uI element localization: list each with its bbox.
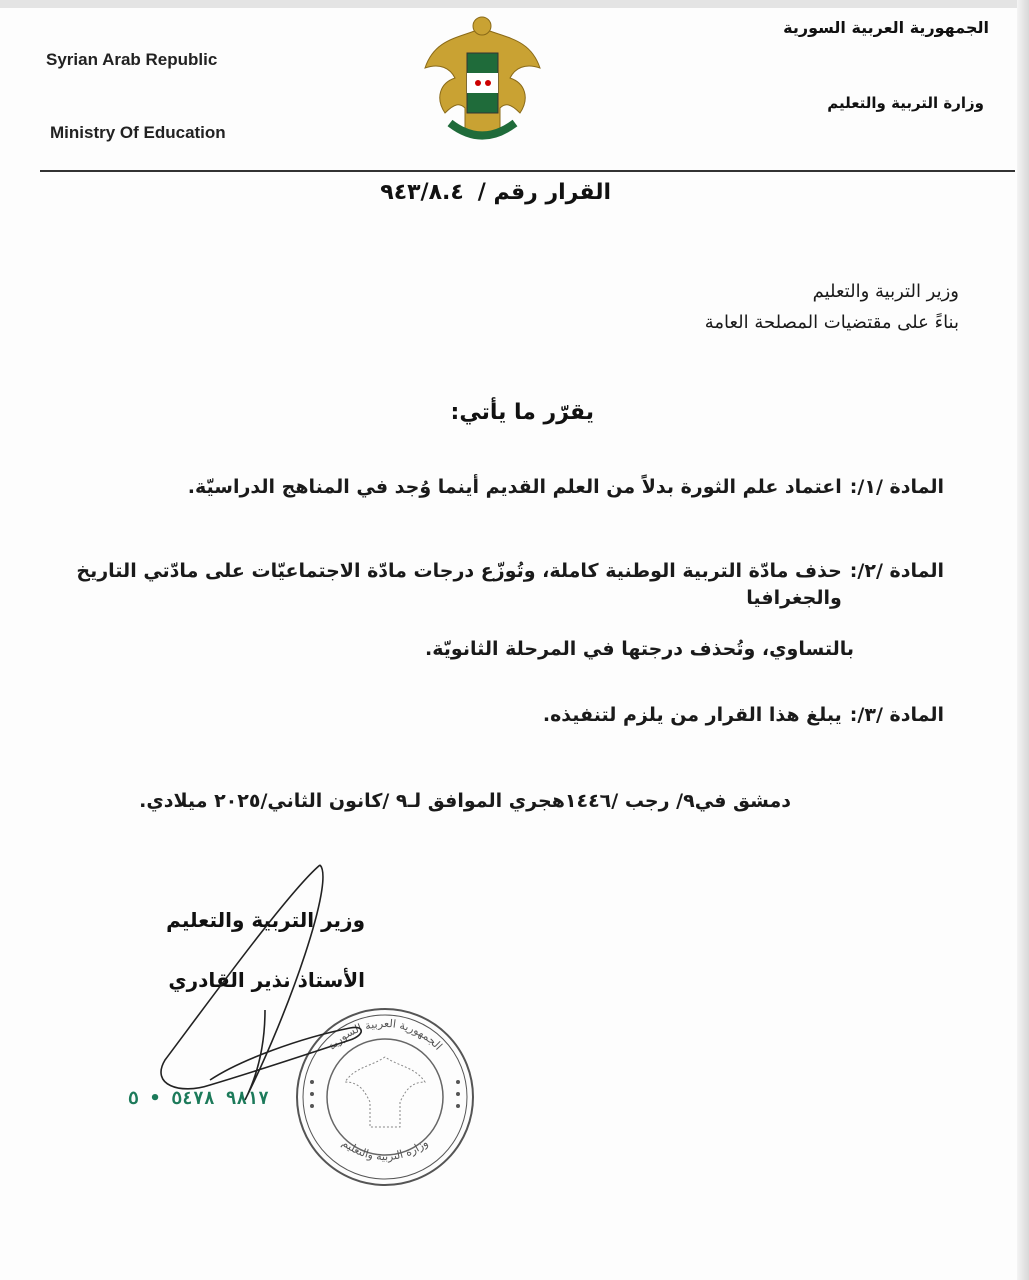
header-arabic-country: الجمهورية العربية السورية: [783, 18, 989, 37]
article-1-text: اعتماد علم الثورة بدلاً من العلم القديم أينما وُجد في المناهج الدراسيّة.: [187, 476, 842, 498]
decision-number: [380, 180, 611, 205]
stamp-bottom-text: وزارة التربية والتعليم: [339, 1136, 431, 1164]
preamble-minister: وزير التربية والتعليم: [812, 281, 959, 302]
handwritten-signature: [150, 860, 380, 1120]
decision-label: القرار رقم /: [477, 180, 611, 205]
article-1-label: المادة /١/:: [849, 476, 944, 498]
article-2-text-line2: بالتساوي، وتُحذف درجتها في المرحلة الثانويّة.: [425, 638, 854, 660]
article-2: [60, 558, 944, 611]
date-line: دمشق في٩/ رجب /١٤٤٦هجري الموافق لـ٩ /كانون الثاني/٢٠٢٥ ميلادي.: [139, 790, 791, 812]
handwritten-number: ٩٨١٧ ٥٤٧٨ • ٥: [128, 1088, 269, 1109]
header-arabic-ministry: وزارة التربية والتعليم: [827, 94, 984, 112]
stamp-top-text: الجمهورية العربية السورية: [325, 1016, 445, 1053]
scan-top-edge: [0, 0, 1029, 8]
signature-title: وزير التربية والتعليم: [166, 908, 365, 932]
article-1: [60, 474, 944, 501]
article-3: [60, 702, 944, 729]
article-3-text: يبلغ هذا القرار من يلزم لتنفيذه.: [542, 704, 842, 726]
header-english-country: Syrian Arab Republic: [46, 50, 218, 69]
article-3-label: المادة /٣/:: [849, 704, 944, 726]
decides-heading: يقرّر ما يأتي:: [450, 400, 594, 425]
scan-right-edge: [1017, 0, 1029, 1280]
preamble-basis: بناءً على مقتضيات المصلحة العامة: [704, 312, 959, 333]
syrian-eagle-emblem: [420, 8, 545, 153]
header-divider: [40, 170, 1015, 172]
article-2-label: المادة /٢/:: [849, 560, 944, 582]
signature-name: الأستاذ نذير القادري: [168, 968, 365, 992]
header-english-ministry: Ministry Of Education: [50, 123, 226, 142]
decision-number-value: ٩٤٣/٨.٤: [380, 180, 464, 205]
article-2-text-line1: حذف مادّة التربية الوطنية كاملة، وتُوزّع درجات مادّة الاجتماعيّات على مادّتي التاريخ والجغرافيا: [76, 560, 842, 609]
